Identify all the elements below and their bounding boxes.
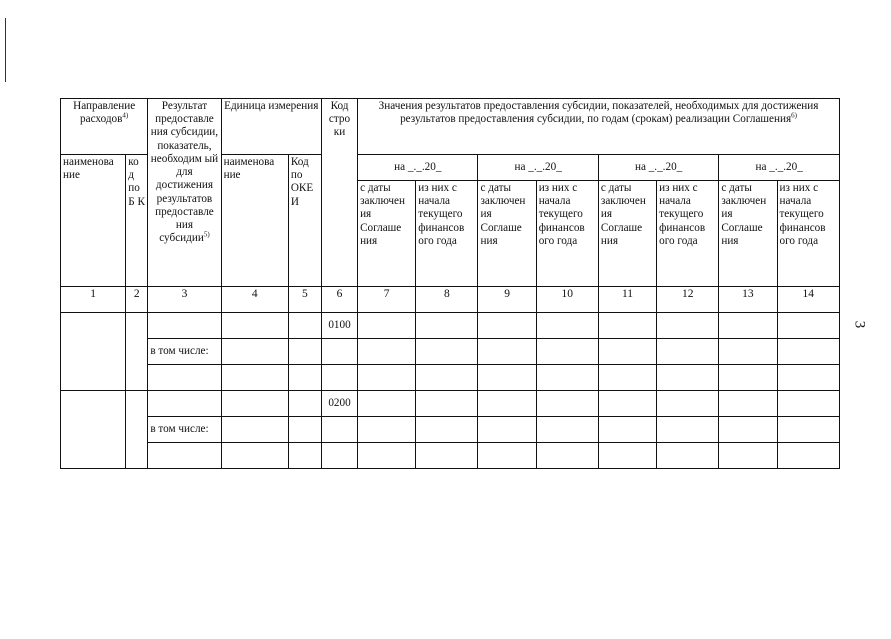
including-label: в том числе: xyxy=(148,339,221,365)
unit-name-cell xyxy=(221,391,288,417)
value-cell xyxy=(478,339,536,365)
column-number-row xyxy=(61,287,840,313)
subheader-okei-code xyxy=(288,155,321,287)
footnote-5: 5) xyxy=(203,230,210,239)
column-number: 8 xyxy=(416,287,478,313)
period-4-label: на _._.20_ xyxy=(755,160,803,173)
value-cell xyxy=(478,365,536,391)
column-number: 6 xyxy=(321,287,357,313)
column-number: 11 xyxy=(598,287,656,313)
column-number: 4 xyxy=(221,287,288,313)
value-cell xyxy=(777,313,839,339)
value-cell xyxy=(719,443,777,469)
value-cell xyxy=(416,365,478,391)
subheader-unit-name xyxy=(221,155,288,287)
including-label: в том числе: xyxy=(148,417,221,443)
value-cell xyxy=(719,417,777,443)
unit-name-label: наименова ние xyxy=(223,156,275,182)
value-cell xyxy=(536,417,598,443)
value-cell xyxy=(536,391,598,417)
period-2 xyxy=(478,155,598,181)
value-cell xyxy=(478,443,536,469)
table-row xyxy=(61,365,840,391)
unit-name-cell xyxy=(221,443,288,469)
table-row xyxy=(61,339,840,365)
footnote-4: 4) xyxy=(122,111,129,120)
current-year-label: из них с начала текущего финансов ого года xyxy=(538,182,585,247)
direction-name-cell xyxy=(61,313,126,391)
okei-cell xyxy=(288,365,321,391)
subsidy-results-table xyxy=(60,98,840,469)
header-line-code xyxy=(321,99,357,287)
value-cell xyxy=(657,313,719,339)
value-cell xyxy=(598,339,656,365)
header-values-label: Значения результатов предоставления субсидии, показателей, необходимых для достижения результатов предоставления субсидии, по годам (срокам) реализации Соглашения xyxy=(378,100,819,126)
period-1-label: на _._.20_ xyxy=(394,160,442,173)
line-code-cell xyxy=(321,417,357,443)
column-number: 9 xyxy=(478,287,536,313)
period-4 xyxy=(719,155,840,181)
header-result-label: Результат предоставле ния субсидии, показатель, необходим ый для достижения результатов предоставле ния субсидии xyxy=(150,100,219,245)
value-cell xyxy=(777,391,839,417)
subheader-direction-name xyxy=(61,155,126,287)
value-cell xyxy=(777,339,839,365)
value-cell xyxy=(598,313,656,339)
subheader-current-year-3 xyxy=(657,181,719,287)
value-cell xyxy=(358,313,416,339)
direction-name-cell xyxy=(61,391,126,469)
bk-code-label: ко д по Б К xyxy=(128,156,145,208)
value-cell xyxy=(657,365,719,391)
okei-cell xyxy=(288,339,321,365)
value-cell xyxy=(657,443,719,469)
from-signing-label: с даты заключен ия Соглаше ния xyxy=(600,182,646,247)
header-direction-label: Направление расходов xyxy=(73,100,136,126)
direction-name-label: наименова ние xyxy=(63,156,114,182)
value-cell xyxy=(358,417,416,443)
subheader-from-signing-3 xyxy=(598,181,656,287)
value-cell xyxy=(478,313,536,339)
period-2-label: на _._.20_ xyxy=(514,160,562,173)
value-cell xyxy=(719,339,777,365)
okei-cell xyxy=(288,443,321,469)
unit-name-cell xyxy=(221,417,288,443)
value-cell xyxy=(358,443,416,469)
okei-cell xyxy=(288,391,321,417)
table-row xyxy=(61,391,840,417)
from-signing-label: с даты заключен ия Соглаше ния xyxy=(721,182,767,247)
subheader-current-year-2 xyxy=(536,181,598,287)
value-cell xyxy=(719,391,777,417)
from-signing-label: с даты заключен ия Соглаше ния xyxy=(360,182,405,247)
current-year-label: из них с начала текущего финансов ого года xyxy=(418,182,465,247)
line-code-cell xyxy=(321,365,357,391)
value-cell xyxy=(536,313,598,339)
value-cell xyxy=(777,443,839,469)
value-cell xyxy=(536,339,598,365)
scan-edge-mark xyxy=(5,18,6,82)
line-code-cell: 0200 xyxy=(321,391,357,417)
header-values xyxy=(358,99,840,155)
value-cell xyxy=(657,339,719,365)
header-unit xyxy=(221,99,321,155)
value-cell xyxy=(416,443,478,469)
column-number: 10 xyxy=(536,287,598,313)
value-cell xyxy=(598,391,656,417)
column-number: 2 xyxy=(126,287,148,313)
value-cell xyxy=(536,365,598,391)
value-cell xyxy=(478,391,536,417)
unit-name-cell xyxy=(221,339,288,365)
header-direction xyxy=(61,99,148,155)
line-code-cell xyxy=(321,339,357,365)
column-number: 3 xyxy=(148,287,221,313)
okei-code-label: Код по ОКЕ И xyxy=(290,156,314,208)
result-cell xyxy=(148,443,221,469)
result-cell xyxy=(148,313,221,339)
subheader-from-signing-4 xyxy=(719,181,777,287)
value-cell xyxy=(358,339,416,365)
value-cell xyxy=(358,391,416,417)
period-3-label: на _._.20_ xyxy=(634,160,683,173)
line-code-cell: 0100 xyxy=(321,313,357,339)
value-cell xyxy=(719,313,777,339)
value-cell xyxy=(358,365,416,391)
bk-code-cell xyxy=(126,391,148,469)
line-code-cell xyxy=(321,443,357,469)
from-signing-label: с даты заключен ия Соглаше ния xyxy=(480,182,526,247)
column-number: 7 xyxy=(358,287,416,313)
column-number: 5 xyxy=(288,287,321,313)
subheader-from-signing-1 xyxy=(358,181,416,287)
header-line-code-label: Код стро ки xyxy=(328,100,351,139)
subheader-bk-code xyxy=(126,155,148,287)
column-number: 12 xyxy=(657,287,719,313)
okei-cell xyxy=(288,417,321,443)
value-cell xyxy=(416,339,478,365)
value-cell xyxy=(416,417,478,443)
header-result xyxy=(148,99,221,287)
value-cell xyxy=(598,443,656,469)
value-cell xyxy=(657,417,719,443)
subheader-from-signing-2 xyxy=(478,181,536,287)
value-cell xyxy=(777,365,839,391)
unit-name-cell xyxy=(221,313,288,339)
value-cell xyxy=(657,391,719,417)
subheader-current-year-1 xyxy=(416,181,478,287)
value-cell xyxy=(416,391,478,417)
column-number: 14 xyxy=(777,287,839,313)
value-cell xyxy=(416,313,478,339)
period-1 xyxy=(358,155,478,181)
bk-code-cell xyxy=(126,313,148,391)
value-cell xyxy=(598,365,656,391)
value-cell xyxy=(478,417,536,443)
column-number: 13 xyxy=(719,287,777,313)
footnote-6: 6) xyxy=(791,111,797,120)
table-row xyxy=(61,313,840,339)
result-cell xyxy=(148,391,221,417)
value-cell xyxy=(598,417,656,443)
value-cell xyxy=(777,417,839,443)
current-year-label: из них с начала текущего финансов ого года xyxy=(779,182,826,247)
unit-name-cell xyxy=(221,365,288,391)
period-3 xyxy=(598,155,718,181)
okei-cell xyxy=(288,313,321,339)
page-number: 3 xyxy=(851,320,868,329)
header-unit-label: Единица измерения xyxy=(224,100,319,112)
table-row xyxy=(61,443,840,469)
value-cell xyxy=(719,365,777,391)
value-cell xyxy=(536,443,598,469)
subheader-current-year-4 xyxy=(777,181,839,287)
result-cell xyxy=(148,365,221,391)
column-number: 1 xyxy=(61,287,126,313)
current-year-label: из них с начала текущего финансов ого года xyxy=(659,182,706,247)
table-row xyxy=(61,417,840,443)
